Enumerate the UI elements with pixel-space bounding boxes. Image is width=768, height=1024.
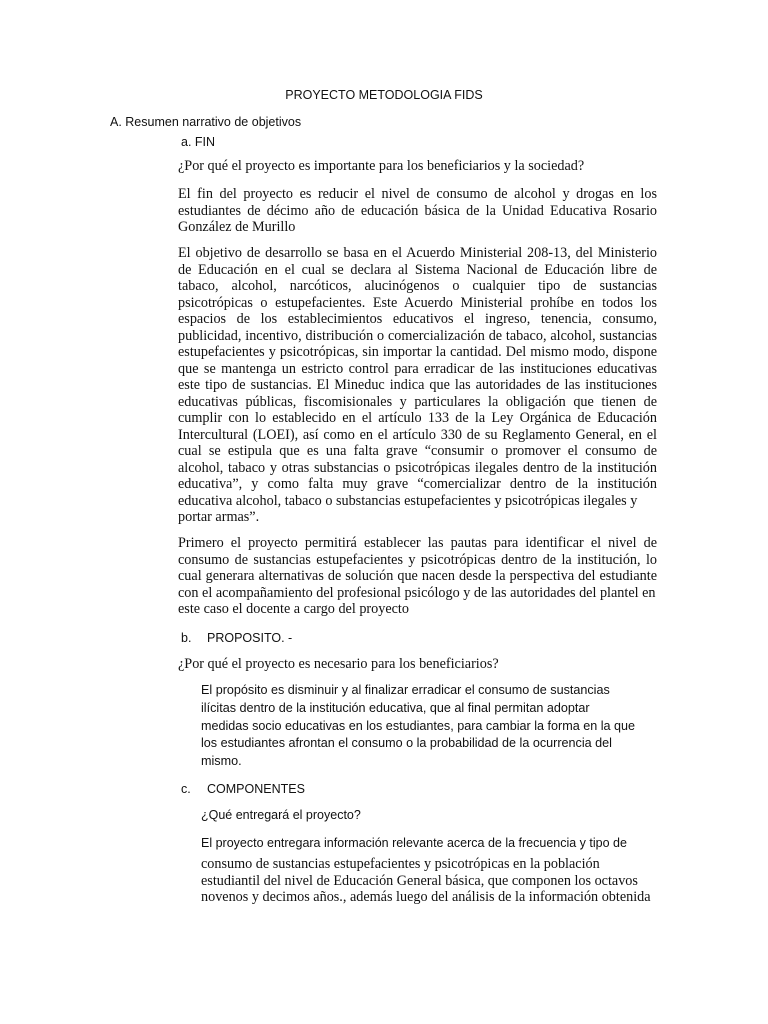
componentes-heading xyxy=(181,782,305,796)
componentes-line: novenos y decimos años., además luego del análisis de la información obtenida xyxy=(201,889,651,905)
section-a-heading: A. Resumen narrativo de objetivos xyxy=(110,115,302,129)
proposito-line: los estudiantes afrontan el consumo o la probabilidad de la ocurrencia del xyxy=(201,736,612,751)
fin-label: a. FIN xyxy=(181,135,216,149)
fin-paragraph-3 xyxy=(178,535,657,618)
fin-paragraph-2 xyxy=(178,245,657,526)
proposito-question: ¿Por qué el proyecto es necesario para los beneficiarios? xyxy=(178,656,499,672)
fin-paragraph-3-body: Primero el proyecto permitirá establecer las pautas para identificar el nivel de consumo de sustancias estupefacientes y psicotrópicas dentro de la institución, lo cual generara alternativas de solución que nacen desde la perspectiva del estudiante con el acompañamiento del profesional psicólogo y de las autoridades del plantel en xyxy=(178,535,657,601)
componentes-paragraph xyxy=(201,856,661,906)
proposito-heading xyxy=(181,631,292,645)
document-title: PROYECTO METODOLOGIA FIDS xyxy=(285,88,483,102)
componentes-letter: c. xyxy=(181,782,191,796)
proposito-paragraph xyxy=(201,682,641,771)
fin-question: ¿Por qué el proyecto es importante para los beneficiarios y la sociedad? xyxy=(178,158,585,174)
fin-paragraph-2-tail: portar armas”. xyxy=(178,509,260,525)
componentes-line: consumo de sustancias estupefacientes y psicotrópicas en la población xyxy=(201,856,600,872)
proposito-line: ilícitas dentro de la institución educativa, que al final permitan adoptar xyxy=(201,700,590,715)
proposito-line: mismo. xyxy=(201,754,242,769)
componentes-line: El proyecto entregara información relevante acerca de la frecuencia y tipo de xyxy=(201,836,627,850)
componentes-line: estudiantil del nivel de Educación General básica, que componen los octavos xyxy=(201,872,638,889)
proposito-label: PROPOSITO. - xyxy=(207,631,293,645)
fin-paragraph-1: El fin del proyecto es reducir el nivel de consumo de alcohol y drogas en los estudiantes de décimo año de educación básica de la Unidad Educativa Rosario González de Murillo xyxy=(178,186,657,235)
componentes-label: COMPONENTES xyxy=(207,782,305,796)
fin-paragraph-2-body: El objetivo de desarrollo se basa en el Acuerdo Ministerial 208-13, del Ministerio de Educación en el cual se declara al Sistema Nacional de Educación libre de tabaco, alcohol, narcóticos, alucinógenos o cualquier tipo de sustancias psicotrópicas o estupefacientes. Este Acuerdo Ministerial prohíbe en todos los espacios de los establecimientos educativos el ingreso, tenencia, consumo, publicidad, incentivo, distribución o comercialización de tabaco, alcohol, sustancias estupefacientes y psicotrópicas, sin importar la cantidad. Del mismo modo, dispone que se mantenga un estricto control para erradicar de las instituciones educativas este tipo de sustancias. El Mineduc indica que las autoridades de las instituciones educativas públicas, fiscomisionales y particulares la obligación que tienen de cumplir con lo establecido en el artículo 133 de la Ley Orgánica de Educación Intercultural (LOEI), así como en el artículo 330 de su Reglamento General, en el cual se estipula que es una falta grave “consumir o promover el consumo de alcohol, tabaco y otras substancias o psicotrópicas ilegales dentro de la institución educativa”, y como falta muy grave “comercializar dentro de la institución educativa alcohol, tabaco o substancias estupefacientes y psicotrópicas ilegales y xyxy=(178,245,657,509)
proposito-letter: b. xyxy=(181,631,192,645)
componentes-question: ¿Qué entregará el proyecto? xyxy=(201,808,361,822)
proposito-line: medidas socio educativas en los estudiantes, para cambiar la forma en la que xyxy=(201,718,636,733)
proposito-line: El propósito es disminuir y al finalizar erradicar el consumo de sustancias xyxy=(201,683,610,697)
fin-paragraph-3-tail: este caso el docente a cargo del proyecto xyxy=(178,601,409,617)
